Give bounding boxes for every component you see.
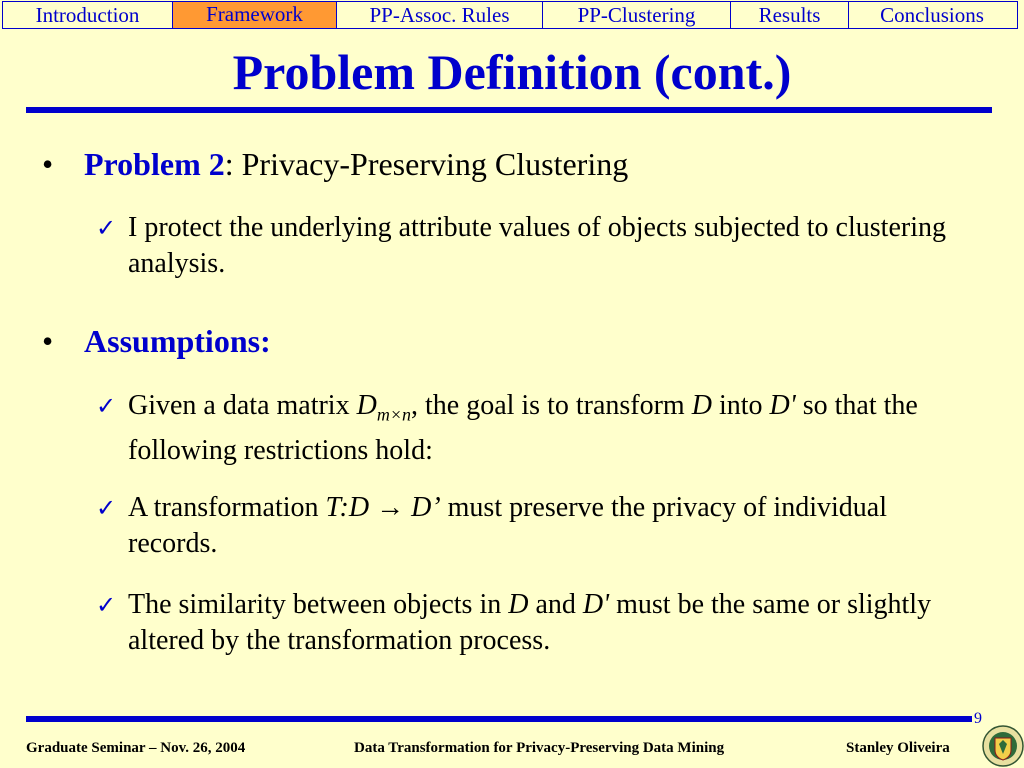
tab-framework[interactable]: Framework (173, 2, 337, 28)
checkmark-icon: ✓ (96, 496, 117, 522)
title-divider (26, 107, 992, 113)
tab-results[interactable]: Results (731, 2, 849, 28)
tab-pp-clustering[interactable]: PP-Clustering (543, 2, 731, 28)
footer-left: Graduate Seminar – Nov. 26, 2004 (26, 740, 246, 756)
tab-pp-assoc-rules[interactable]: PP-Assoc. Rules (337, 2, 543, 28)
section-nav (2, 1, 1018, 29)
sub-item-text: Given a data matrix $D_{m\times n}$, the goal is to transform D into D' so that the following restrictions hold: (128, 390, 918, 466)
sub-item (96, 587, 966, 659)
bullet-dot: • (42, 323, 54, 359)
sub-item-text: A transformation T:D → D’ must preserve the privacy of individual records. (128, 492, 887, 559)
bullet-heading: Assumptions: (84, 323, 271, 359)
university-crest-logo (982, 724, 1024, 768)
bullet-dot: • (42, 146, 54, 182)
sub-item (96, 388, 966, 469)
bullet-problem-2 (42, 145, 628, 183)
slide-title: Problem Definition (cont.) (232, 44, 792, 100)
checkmark-icon: ✓ (96, 593, 117, 619)
page-number: 9 (974, 710, 982, 727)
footer-right: Stanley Oliveira (846, 740, 950, 756)
checkmark-icon: ✓ (96, 216, 117, 242)
tab-introduction[interactable]: Introduction (3, 2, 173, 28)
tab-conclusions[interactable]: Conclusions (880, 2, 984, 27)
bullet-heading: Problem 2 (84, 146, 225, 182)
sub-item (96, 490, 966, 562)
sub-item (96, 210, 966, 282)
footer-divider (26, 716, 972, 722)
bullet-assumptions (42, 322, 271, 360)
checkmark-icon: ✓ (96, 394, 117, 420)
sub-item-text: I protect the underlying attribute values of objects subjected to clustering analysis. (128, 212, 946, 279)
footer-center: Data Transformation for Privacy-Preserving Data Mining (354, 740, 725, 756)
bullet-text: : Privacy-Preserving Clustering (224, 146, 629, 182)
sub-item-text: The similarity between objects in D and D' must be the same or slightly altered by the transformation process. (128, 589, 932, 656)
